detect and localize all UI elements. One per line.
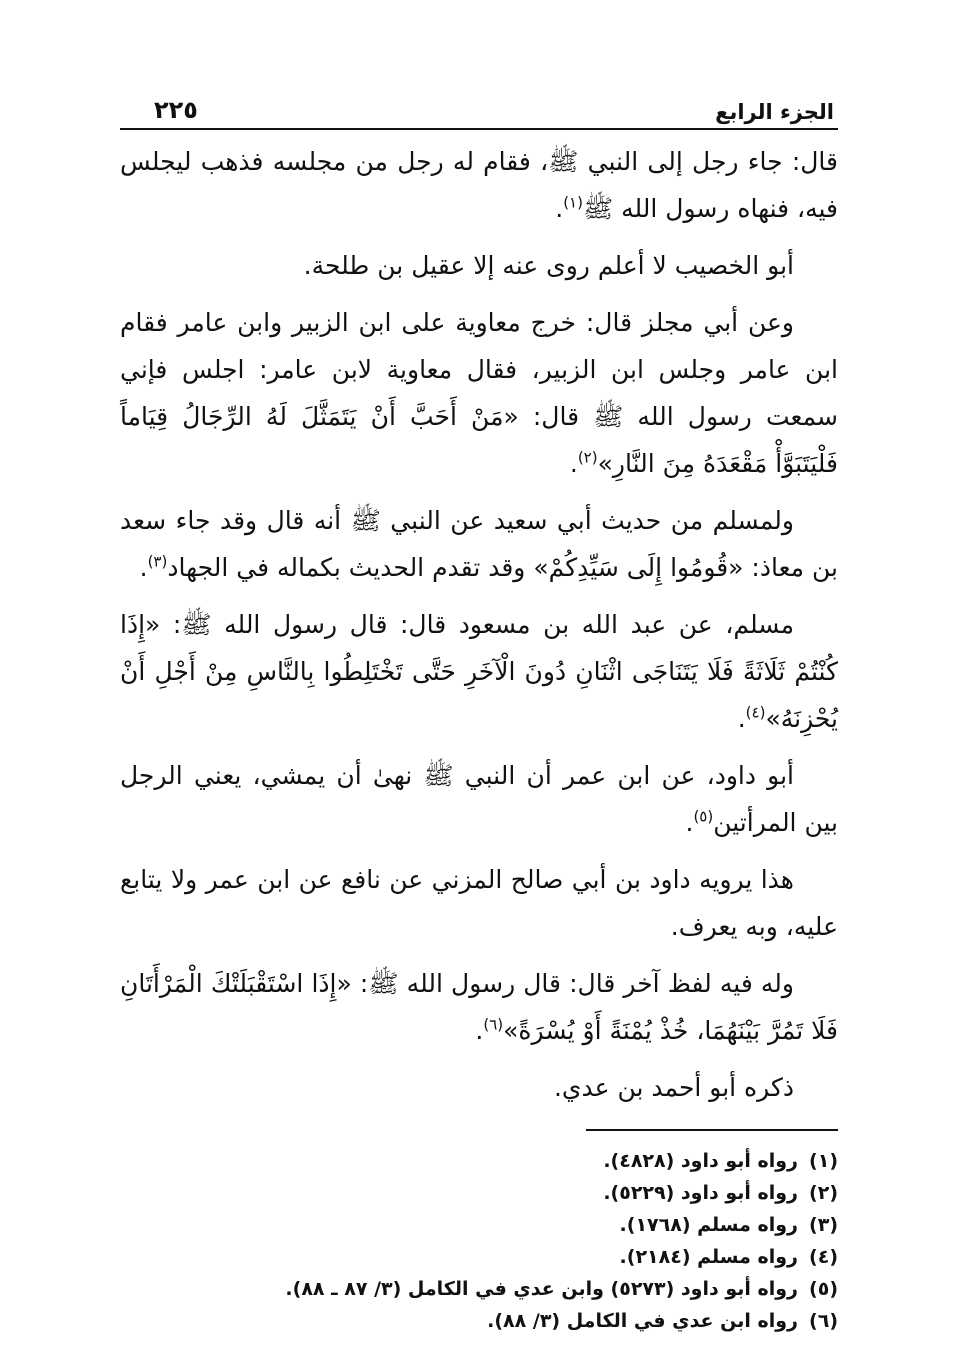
paragraph <box>120 752 838 846</box>
footnote <box>120 1145 838 1177</box>
footnote-number: (٣) <box>809 1214 838 1236</box>
page-header <box>120 86 838 130</box>
footnote-number: (٦) <box>809 1310 838 1332</box>
paragraph-text: وله فيه لفظ آخر قال: قال رسول الله ﷺ: «إِذَا اسْتَقْبَلَتْكَ الْمَرْأَتَانِ فَلَا تَمُرَّ بَيْنَهُمَا، خُذْ يُمْنَةً أَوْ يُسْرَةً» <box>120 969 838 1045</box>
paragraph-text: أبو داود، عن ابن عمر أن النبي ﷺ نهىٰ أن يمشي، يعني الرجل بين المرأتين <box>120 761 838 837</box>
paragraph-text: ولمسلم من حديث أبي سعيد عن النبي ﷺ أنه قال وقد جاء سعد بن معاذ: «قُومُوا إِلَى سَيِّدِكُمْ» وقد تقدم الحديث بكماله في الجهاد <box>120 506 838 582</box>
footnote-reference: (١) <box>563 193 583 212</box>
footnote-number: (٤) <box>809 1246 838 1268</box>
footnote-text: رواه أبو داود (٤٨٢٨). <box>603 1150 798 1172</box>
paragraph <box>120 1064 838 1111</box>
paragraph-text: ذكره أبو أحمد بن عدي. <box>553 1073 794 1102</box>
paragraph-text: مسلم، عن عبد الله بن مسعود قال: قال رسول الله ﷺ: «إِذَا كُنْتُمْ ثَلَاثَةً فَلَا يَتَنَاجَى اثْنَانِ دُونَ الْآخَرِ حَتَّى تَخْتَلِطُوا بِالنَّاسِ مِنْ أَجْلِ أَنْ يُحْزِنَهُ» <box>120 610 838 733</box>
book-page <box>120 86 838 1332</box>
footnote <box>120 1241 838 1273</box>
paragraph <box>120 299 838 487</box>
footnote-text: رواه ابن عدي في الكامل (٣/ ٨٨). <box>487 1310 798 1332</box>
paragraph-tail: . <box>685 808 694 837</box>
paragraph-text: وعن أبي مجلز قال: خرج معاوية على ابن الزبير وابن عامر فقام ابن عامر وجلس ابن الزبير، فقال معاوية لابن عامر: اجلس فإني سمعت رسول الله ﷺ قال: «مَنْ أَحَبَّ أَنْ يَتَمَثَّلَ لَهُ الرِّجَالُ قِيَاماً فَلْيَتَبَوَّأْ مَقْعَدَهُ مِنَ النَّارِ» <box>120 308 838 478</box>
footnote-text: رواه أبو داود (٥٢٢٩). <box>603 1182 798 1204</box>
footnote-divider <box>586 1129 838 1131</box>
body-text <box>120 138 838 1111</box>
footnote-reference: (٣) <box>147 552 168 571</box>
paragraph-tail: . <box>737 704 746 733</box>
paragraph-tail: . <box>139 553 148 582</box>
footnote-reference: (٦) <box>483 1015 504 1034</box>
paragraph <box>120 242 838 289</box>
paragraph-tail: . <box>475 1016 484 1045</box>
footnote-reference: (٥) <box>693 807 714 826</box>
paragraph <box>120 497 838 591</box>
footnote-number: (٢) <box>809 1182 838 1204</box>
paragraph-text: أبو الخصيب لا أعلم روى عنه إلا عقيل بن طلحة. <box>303 251 794 280</box>
footnote <box>120 1177 838 1209</box>
footnote <box>120 1273 838 1305</box>
paragraph-tail: . <box>555 194 564 223</box>
running-title: الجزء الرابع <box>715 100 834 124</box>
footnote <box>120 1209 838 1241</box>
footnote <box>120 1305 838 1337</box>
footnote-reference: (٢) <box>577 448 598 467</box>
footnote-text: رواه مسلم (٢١٨٤). <box>619 1246 798 1268</box>
footnote-number: (١) <box>809 1150 838 1172</box>
footnote-text: رواه أبو داود (٥٢٧٣) وابن عدي في الكامل (٣/ ٨٧ ـ ٨٨). <box>285 1278 798 1300</box>
paragraph <box>120 138 838 232</box>
paragraph <box>120 601 838 742</box>
footnotes-list <box>120 1145 838 1337</box>
page-number: ٢٢٥ <box>154 96 198 124</box>
footnote-text: رواه مسلم (١٧٦٨). <box>619 1214 798 1236</box>
paragraph-text: هذا يرويه داود بن أبي صالح المزني عن نافع عن ابن عمر ولا يتابع عليه، وبه يعرف. <box>120 865 838 941</box>
paragraph <box>120 960 838 1054</box>
paragraph-text: قال: جاء رجل إلى النبي ﷺ، فقام له رجل من مجلسه فذهب ليجلس فيه، فنهاه رسول الله ﷺ <box>120 147 838 223</box>
footnote-reference: (٤) <box>745 703 766 722</box>
paragraph-tail: . <box>569 449 578 478</box>
footnote-number: (٥) <box>809 1278 838 1300</box>
paragraph <box>120 856 838 950</box>
